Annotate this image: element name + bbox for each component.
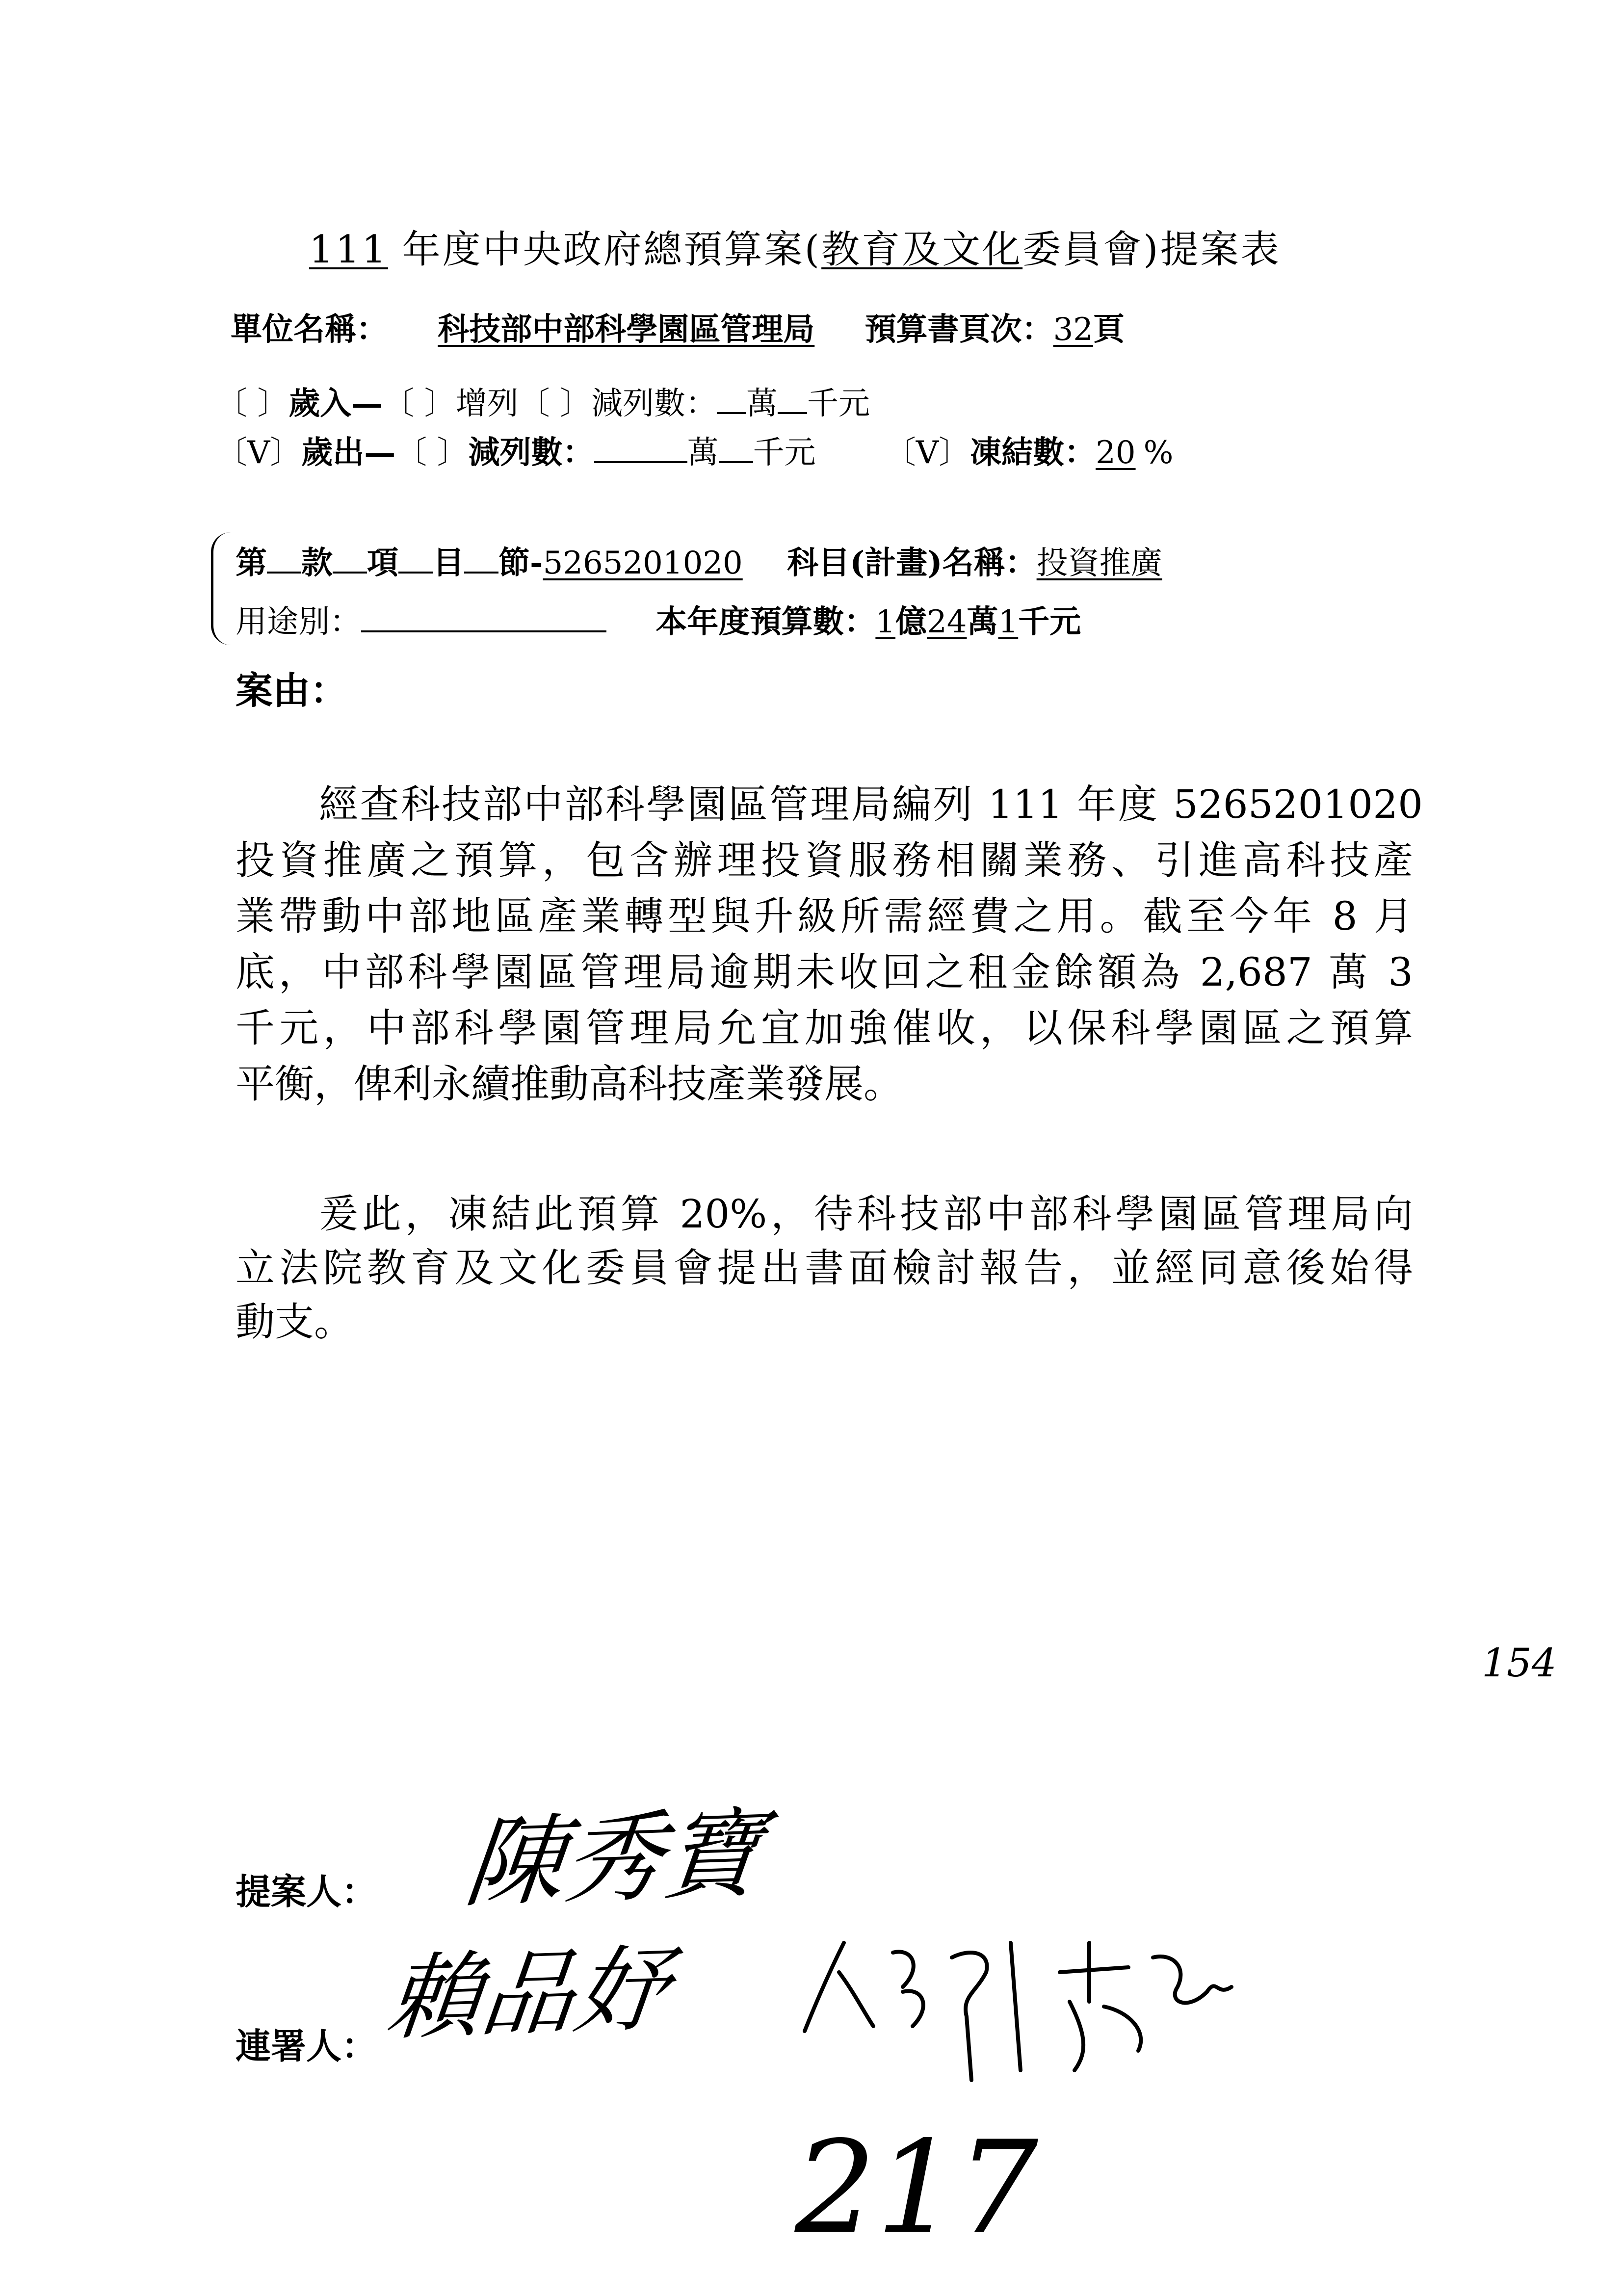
blank (398, 542, 433, 574)
item-name-label: 科目(計畫)名稱： (787, 545, 1037, 581)
title-committee: 教育及文化 (821, 228, 1023, 272)
blank (717, 383, 746, 414)
income-line (216, 383, 870, 422)
di-label: 第 (236, 545, 267, 581)
cosigner2-signature (383, 1913, 1364, 2119)
yi-label: 億 (895, 603, 927, 640)
blank (719, 432, 753, 463)
jie-label: 節- (498, 545, 543, 581)
blank (464, 542, 498, 574)
freeze-value: 20 (1096, 435, 1136, 471)
bracket (211, 532, 233, 645)
item-code: 5265201020 (543, 545, 743, 581)
budget-wan: 24 (927, 604, 967, 640)
increase-checkbox: 〔 〕 (383, 386, 456, 422)
text-line: 動支。 (236, 1299, 353, 1345)
qian-label: 千元 (1018, 603, 1081, 640)
kuan-label: 款 (301, 545, 333, 581)
page-ref-label: 預算書頁次： (864, 311, 1053, 348)
reason-label: 案由： (236, 669, 347, 712)
expense-label: 歲出— (301, 434, 396, 471)
usage-line (236, 601, 1081, 638)
blank (333, 542, 367, 574)
title-pre: 年度中央政府總預算案( (388, 228, 822, 272)
text-line: 平衡，俾利永續推動高科技產業發展。 (236, 1061, 903, 1107)
handwritten-number: 217 (795, 2114, 1039, 2262)
decrease-label: 減列數： (591, 386, 717, 422)
text-line: 業帶動中部地區產業轉型與升級所需經費之用。截至今年 8 月 (236, 893, 1413, 939)
text-line: 經查科技部中部科學園區管理局編列 111 年度 5265201020 (319, 782, 1423, 827)
expense-line (216, 432, 1173, 469)
unit-value: 科技部中部科學園區管理局 (438, 311, 815, 348)
budget-qian: 1 (998, 604, 1019, 640)
usage-label: 用途別： (236, 604, 361, 640)
wan-label: 萬 (687, 435, 719, 471)
text-line: 投資推廣之預算，包含辦理投資服務相關業務、引進高科技產 (236, 837, 1413, 883)
wan-label: 萬 (967, 603, 998, 640)
increase-label: 增列 (455, 386, 519, 422)
blank (267, 542, 301, 574)
cosigner-label: 連署人： (236, 2025, 377, 2067)
unit-line (231, 311, 1125, 348)
title-post: 委員會)提案表 (1022, 228, 1281, 272)
text-line: 底，中部科學園區管理局逾期未收回之租金餘額為 2,687 萬 3 (236, 949, 1413, 995)
text-line: 爰此，凍結此預算 20%，待科技部中部科學園區管理局向 (319, 1191, 1413, 1237)
wan-label: 萬 (746, 386, 778, 422)
blank (594, 432, 687, 463)
qian-label: 千元 (807, 386, 870, 422)
budget-label: 本年度預算數： (655, 603, 876, 640)
usage-blank (361, 601, 606, 632)
decrease-checkbox: 〔 〕 (518, 386, 592, 422)
title-year: 111 (309, 228, 388, 272)
document-title (309, 228, 1281, 272)
page-number: 154 (1482, 1640, 1557, 1686)
cosigner1-signature: 賴品妤 (382, 1935, 675, 2053)
proposer-label: 提案人： (236, 1871, 377, 1912)
mu-label: 目 (433, 545, 464, 581)
income-checkbox: 〔 〕 (216, 386, 289, 422)
proposer-signature: 陳秀寶 (460, 1797, 768, 1921)
income-label: 歲入— (288, 385, 383, 422)
item-name: 投資推廣 (1036, 545, 1162, 581)
xiang-label: 項 (367, 545, 398, 581)
text-line: 千元，中部科學園管理局允宜加強催收，以保科學園區之預算 (236, 1005, 1413, 1051)
qian-label: 千元 (753, 435, 816, 471)
freeze-unit: % (1143, 435, 1174, 471)
page-ref-value: 32 (1053, 312, 1093, 348)
budget-yi: 1 (875, 604, 896, 640)
unit-label: 單位名稱： (231, 311, 388, 348)
expense-decrease-checkbox: 〔 〕 (395, 435, 469, 471)
freeze-checkbox: 〔V〕 (884, 435, 970, 471)
item-line (236, 542, 1162, 579)
blank (778, 383, 807, 414)
page-ref-suffix: 頁 (1093, 311, 1125, 348)
expense-checkbox: 〔V〕 (216, 435, 302, 471)
freeze-label: 凍結數： (970, 434, 1096, 471)
text-line: 立法院教育及文化委員會提出書面檢討報告，並經同意後始得 (236, 1245, 1413, 1291)
expense-decrease-label: 減列數： (468, 434, 594, 471)
